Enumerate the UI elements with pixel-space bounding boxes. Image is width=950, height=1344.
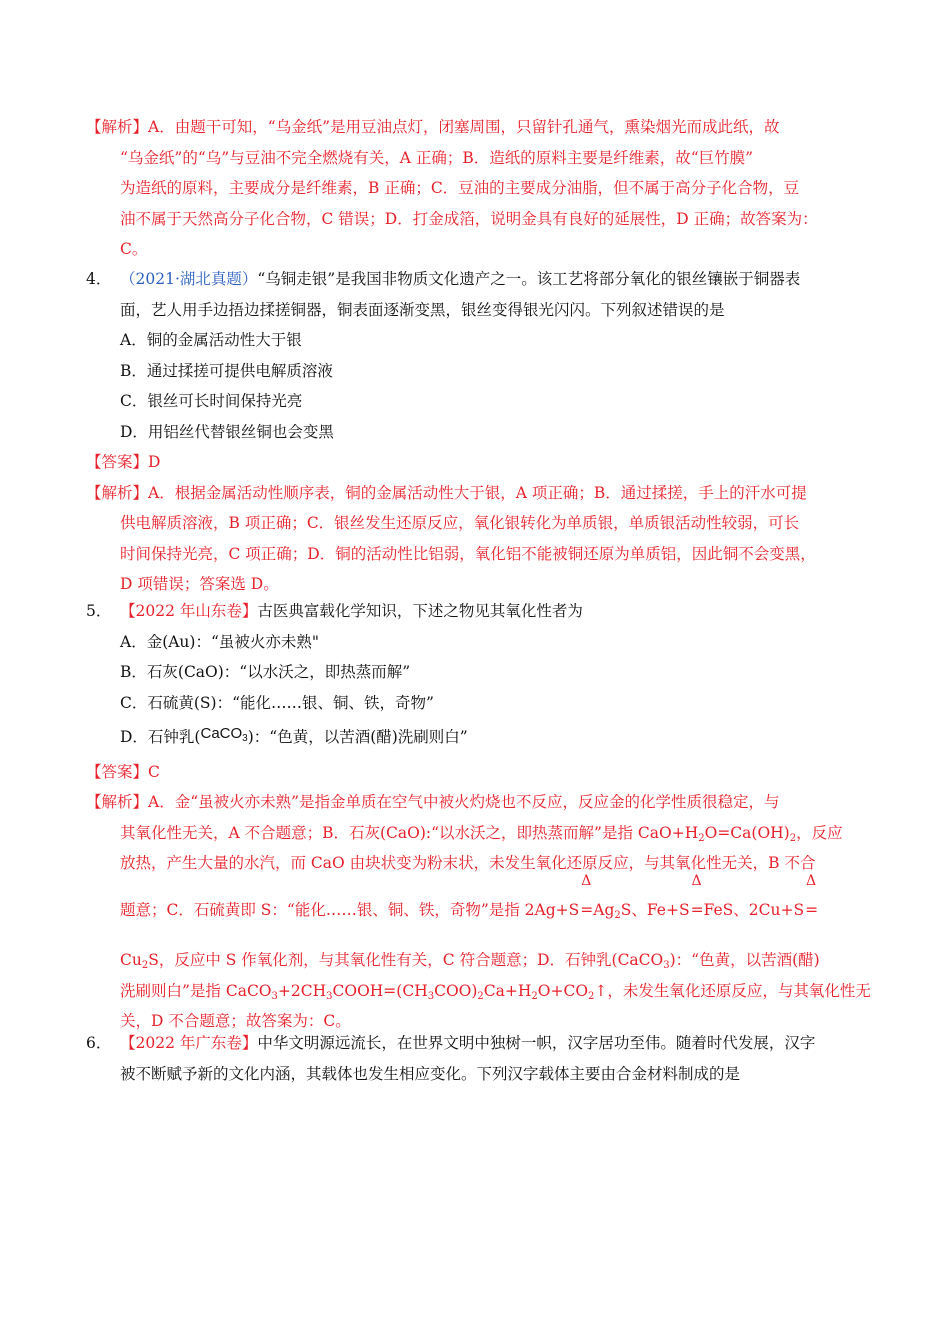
answer-value: C bbox=[148, 762, 160, 781]
question-number: 5． bbox=[86, 602, 112, 620]
analysis-text: 其氧化性无关，A 不合题意；B．石灰(CaO):“以水沃之，即热蒸而解”是指 CaO+H bbox=[120, 823, 699, 842]
analysis-line bbox=[86, 976, 871, 1007]
option-c: C．银丝可长时间保持光亮 bbox=[120, 392, 303, 410]
analysis-text: COOH=(CH bbox=[332, 981, 428, 1000]
question-source: 【2022 年广东卷】 bbox=[120, 1034, 258, 1052]
analysis-line: 放热，产生大量的水汽，而 CaO 由块状变为粉末状，未发生氧化还原反应，与其氧化性无关，B 不合 bbox=[120, 854, 816, 872]
option-a: A．金(Au)：“虽被火亦未熟" bbox=[120, 632, 320, 651]
analysis-line bbox=[86, 478, 866, 509]
subscript: 2 bbox=[789, 832, 797, 844]
option-c: C．石硫黄(S)：“能化……银、铜、铁，奇物” bbox=[120, 693, 434, 712]
option-d bbox=[86, 722, 866, 754]
question-source: 【2022 年山东卷】 bbox=[120, 602, 258, 620]
question-stem bbox=[86, 264, 866, 295]
analysis-line bbox=[86, 787, 866, 818]
option-d-text: )：“色黄，以苦酒(醋)洗刷则白” bbox=[247, 728, 468, 746]
question-stem: 面，艺人用手边捂边揉搓铜器，铜表面逐渐变黑，银丝变得银光闪闪。下列叙述错误的是 bbox=[120, 300, 725, 319]
analysis-text: A．根据金属活动性顺序表，铜的金属活动性大于银，A 项正确；B．通过揉搓，手上的汗水可提 bbox=[148, 483, 807, 502]
subscript: 2 bbox=[614, 909, 621, 921]
question-stem bbox=[86, 596, 866, 627]
analysis-tag: 【解析】 bbox=[86, 118, 149, 136]
analysis-text: COO) bbox=[434, 981, 478, 1000]
subscript: 2 bbox=[698, 832, 705, 844]
stem-text: “乌铜走银”是我国非物质文化遗产之一。该工艺将部分氧化的银丝镶嵌于铜器表 bbox=[257, 270, 801, 288]
answer-value: D bbox=[148, 453, 161, 471]
delta-symbol: Δ bbox=[581, 872, 592, 889]
answer-line bbox=[86, 757, 866, 788]
option-b: B．石灰(CaO)：“以水沃之，即热蒸而解” bbox=[120, 663, 411, 681]
caco3-formula bbox=[200, 725, 247, 742]
analysis-text: S、Fe+S bbox=[620, 900, 690, 919]
formula-text: CaCO bbox=[200, 725, 243, 742]
analysis-line: 关，D 不合题意；故答案为：C。 bbox=[120, 1012, 351, 1030]
analysis-text: A．金“虽被火亦未熟”是指金单质在空气中被火灼烧也不反应，反应金的化学性质很稳定，与 bbox=[148, 793, 780, 811]
analysis-tag: 【解析】 bbox=[86, 793, 149, 811]
option-a: A．铜的金属活动性大于银 bbox=[120, 331, 302, 349]
analysis-line bbox=[86, 945, 866, 976]
analysis-line bbox=[86, 818, 866, 849]
analysis-line: 时间保持光亮，C 项正确；D．铜的活动性比铝弱，氧化铝不能被铜还原为单质铝，因此铜不会变黑， bbox=[120, 544, 816, 563]
question-5 bbox=[86, 596, 871, 1037]
analysis-line: 油不属于天然高分子化合物，C 错误；D．打金成箔，说明金具有良好的延展性，D 正确；故答案为： bbox=[120, 209, 818, 228]
subscript: 2 bbox=[141, 960, 149, 971]
analysis-line: 为造纸的原料，主要成分是纤维素，B 正确；C．豆油的主要成分油脂，但不属于高分子化合物，豆 bbox=[120, 179, 800, 197]
analysis-text: O+CO bbox=[537, 981, 589, 1000]
question-stem: 被不断赋予新的文化内涵，其载体也发生相应变化。下列汉字载体主要由合金材料制成的是 bbox=[120, 1064, 741, 1083]
q3-analysis bbox=[86, 112, 866, 265]
analysis-line bbox=[86, 112, 866, 143]
subscript: 3 bbox=[427, 990, 435, 1002]
analysis-line: “乌金纸”的“乌”与豆油不完全燃烧有关，A 正确；B．造纸的原料主要是纤维素，故“巨竹膜” bbox=[120, 148, 754, 167]
analysis-text: Ag bbox=[593, 900, 615, 919]
answer-line bbox=[86, 447, 866, 478]
analysis-text: A．由题干可知，“乌金纸”是用豆油点灯，闭塞周围，只留针孔通气，熏染烟光而成此纸，故 bbox=[148, 118, 780, 136]
subscript: 2 bbox=[531, 990, 538, 1002]
subscript: 3 bbox=[663, 960, 670, 971]
question-6 bbox=[86, 1028, 866, 1089]
question-number: 4． bbox=[86, 270, 112, 288]
delta-symbol: Δ bbox=[691, 872, 702, 889]
stem-text: 古医典富载化学知识，下述之物见其氧化性者为 bbox=[257, 602, 583, 620]
question-stem bbox=[86, 1028, 866, 1059]
analysis-text: ，反应 bbox=[796, 823, 843, 842]
analysis-text: )：“色黄，以苦酒(醋) bbox=[669, 951, 820, 969]
heat-equals-sign: Δ = bbox=[580, 872, 594, 919]
subscript: 3 bbox=[271, 990, 278, 1002]
answer-tag: 【答案】 bbox=[86, 453, 149, 471]
analysis-text: FeS、2Cu+S bbox=[703, 900, 805, 919]
option-d: D．用铝丝代替银丝铜也会变黑 bbox=[120, 422, 334, 441]
analysis-text: ↑，未发生氧化还原反应，与其氧化性无 bbox=[594, 981, 871, 1000]
heat-equals-sign: Δ = bbox=[690, 872, 704, 919]
stem-text: 中华文明源远流长，在世界文明中独树一帜，汉字居功至伟。随着时代发展，汉字 bbox=[257, 1034, 816, 1052]
delta-symbol: Δ bbox=[806, 872, 817, 889]
question-source: （2021·湖北真题） bbox=[120, 270, 258, 288]
option-b: B．通过揉搓可提供电解质溶液 bbox=[120, 361, 333, 380]
analysis-text: Cu bbox=[120, 951, 142, 969]
analysis-text: 题意；C．石硫黄即 S：“能化……银、铜、铁，奇物”是指 2Ag+S bbox=[120, 900, 580, 919]
subscript: 2 bbox=[588, 990, 595, 1002]
answer-tag: 【答案】 bbox=[86, 762, 149, 781]
option-d-text: D．石钟乳( bbox=[120, 728, 201, 746]
analysis-line: 供电解质溶液，B 项正确；C．银丝发生还原反应，氧化银转化为单质银，单质银活动性较弱，可长 bbox=[120, 514, 800, 532]
question-number: 6． bbox=[86, 1034, 112, 1052]
analysis-line: C。 bbox=[120, 240, 148, 258]
analysis-text: 洗刷则白”是指 CaCO bbox=[120, 981, 272, 1000]
analysis-text: Ca+H bbox=[483, 981, 532, 1000]
analysis-text: O=Ca(OH) bbox=[704, 823, 790, 842]
subscript: 2 bbox=[477, 990, 484, 1002]
analysis-text: +2CH bbox=[277, 981, 327, 1000]
question-4 bbox=[86, 264, 866, 600]
analysis-line bbox=[86, 872, 866, 926]
subscript: 3 bbox=[326, 990, 333, 1002]
formula-sub: 3 bbox=[242, 733, 248, 744]
heat-equals-sign: Δ = bbox=[805, 872, 819, 919]
analysis-tag: 【解析】 bbox=[86, 483, 149, 502]
analysis-line: D 项错误；答案选 D。 bbox=[120, 575, 279, 593]
analysis-text: S，反应中 S 作氧化剂，与其氧化性有关，C 符合题意；D．石钟乳(CaCO bbox=[148, 951, 664, 969]
